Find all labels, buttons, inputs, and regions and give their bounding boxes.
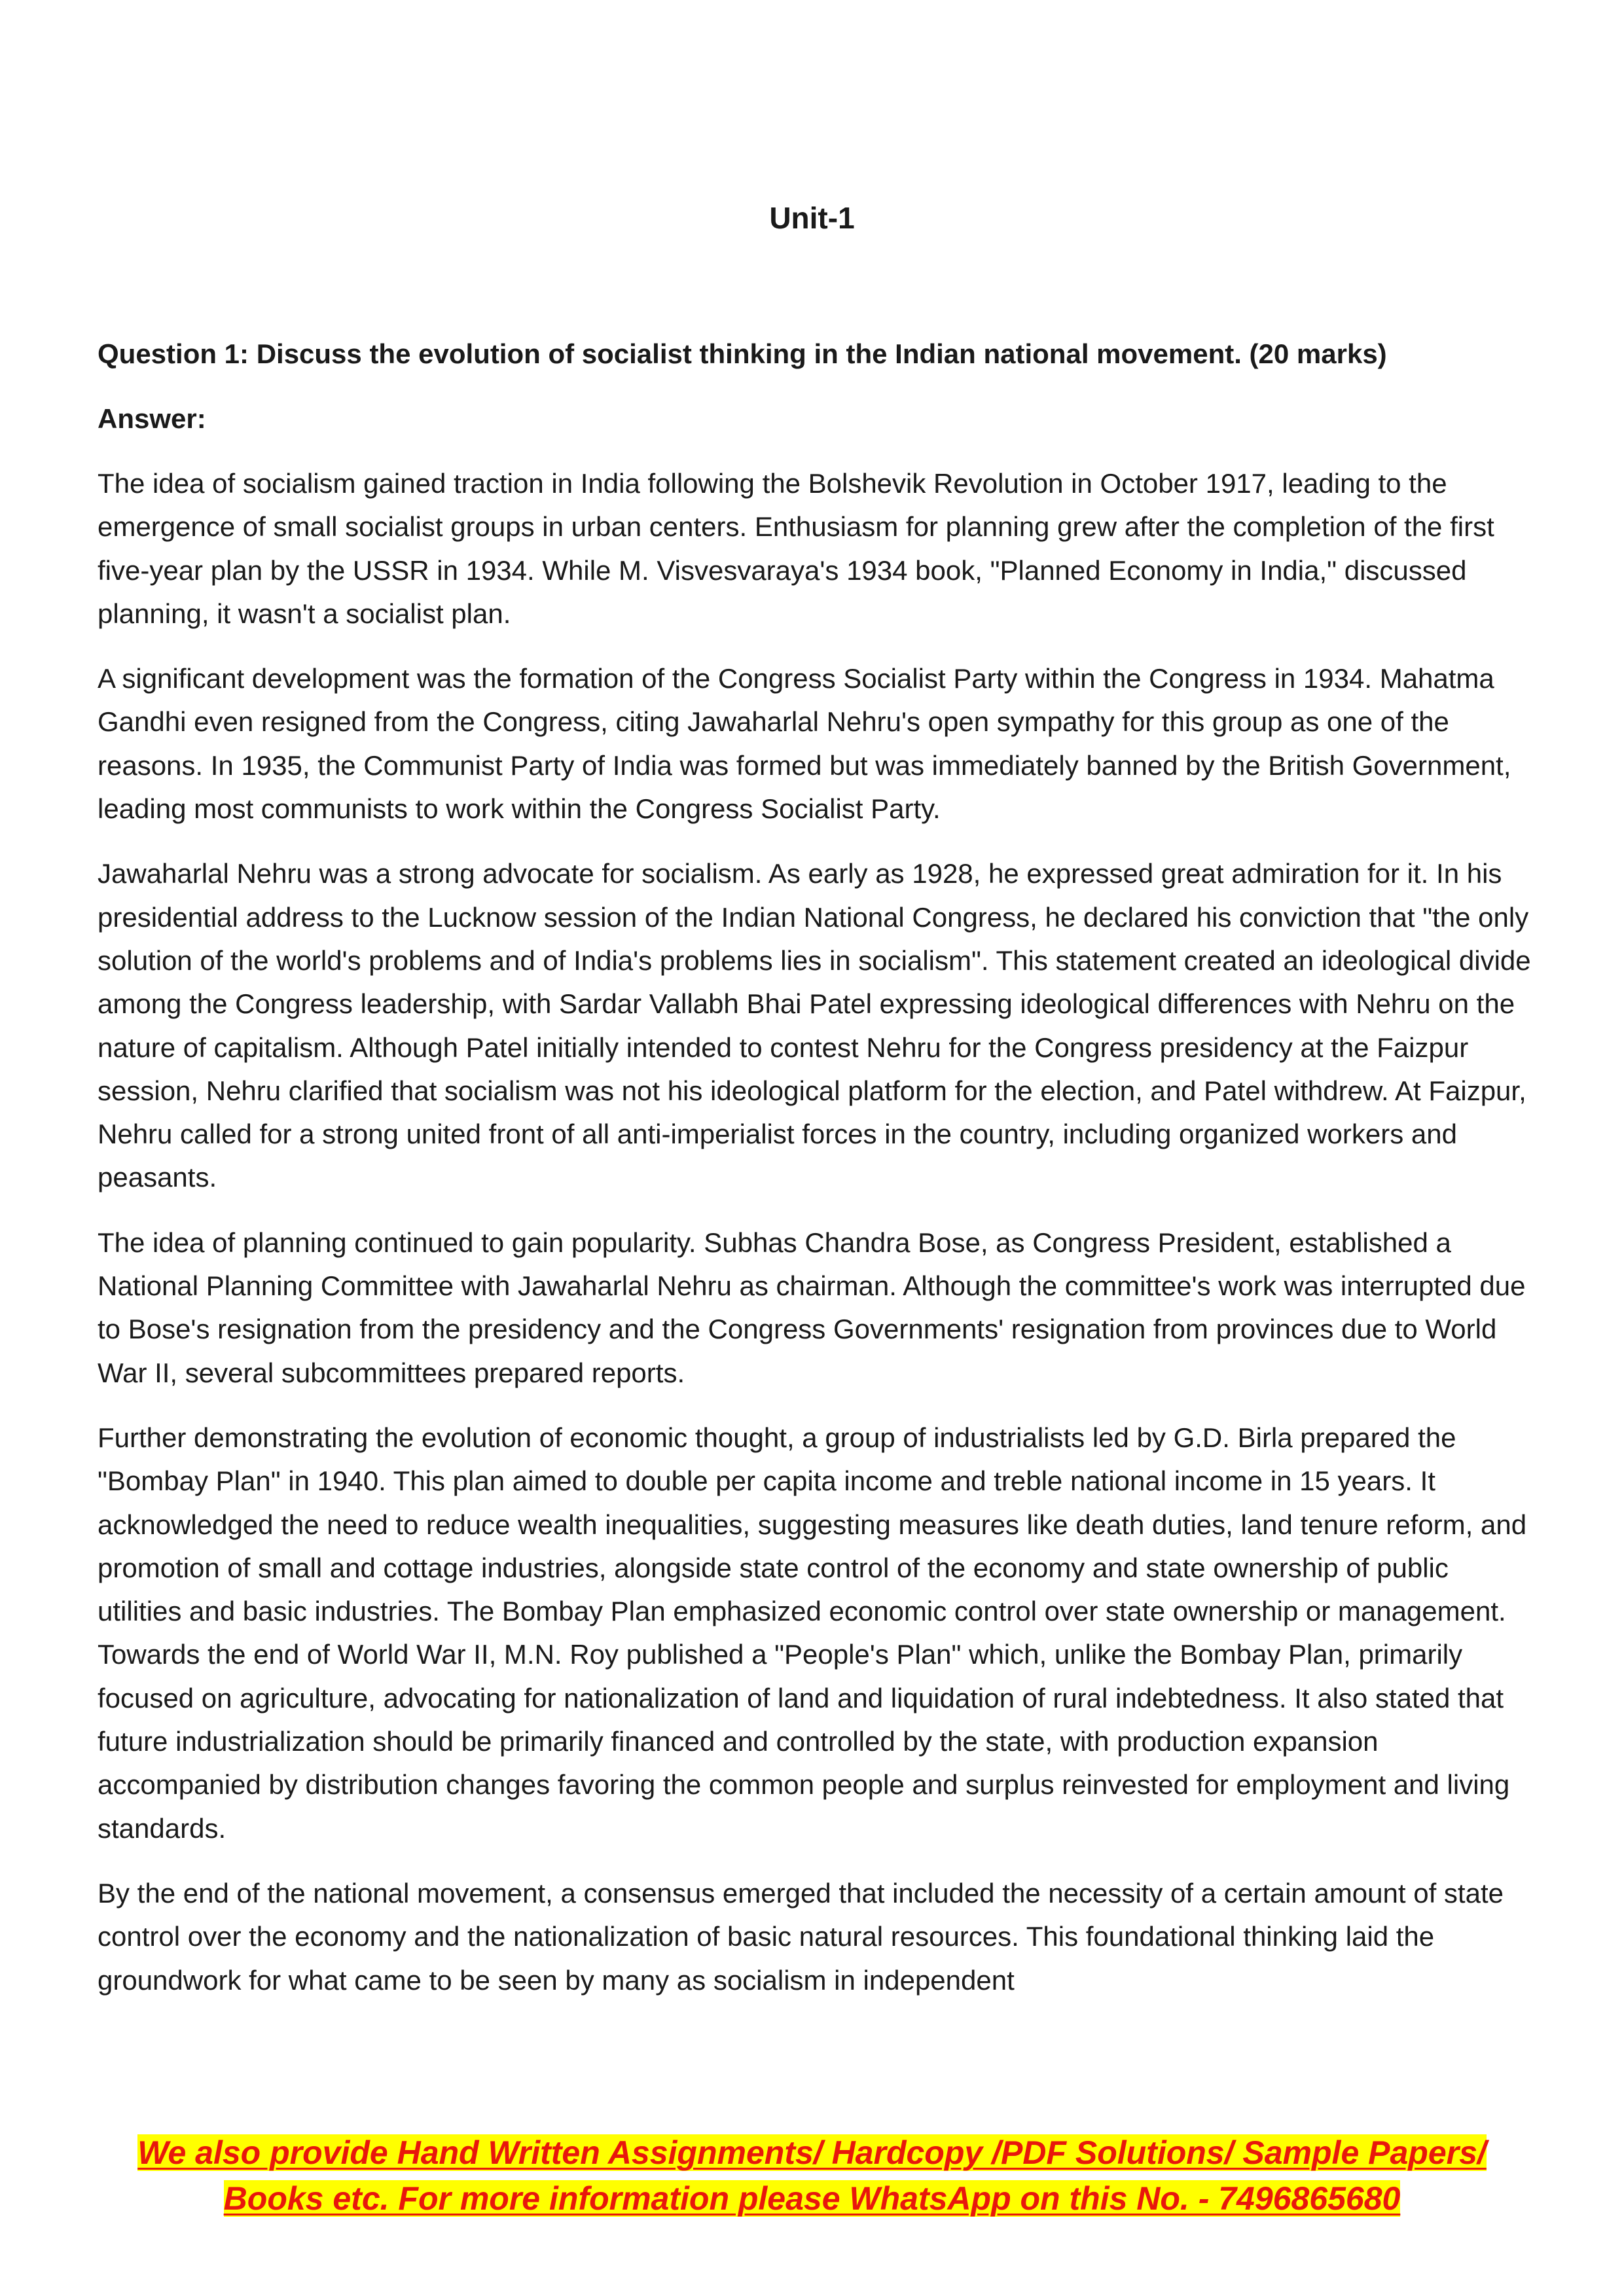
- paragraph-1: The idea of socialism gained traction in India following the Bolshevik Revolution in October 1917, leading to the emergence of small socialist groups in urban centers. Enthusiasm for planning grew after the completion of the first five-year plan by the USSR in 1934. While M. Visvesvaraya's 1934 book, "Planned Economy in India," discussed planning, it wasn't a socialist plan.: [98, 468, 1494, 629]
- paragraph-5: Further demonstrating the evolution of economic thought, a group of industrialists led by G.D. Birla prepared the "Bombay Plan" in 1940. This plan aimed to double per capita income and treble national income in 15 years. It acknowledged the need to reduce wealth inequalities, suggesting measures like death duties, land tenure reform, and promotion of small and cottage industries, alongside state control of the economy and state ownership of public utilities and basic industries. The Bombay Plan emphasized economic control over state ownership or management. Towards the end of World War II, M.N. Roy published a "People's Plan" which, unlike the Bombay Plan, primarily focused on agriculture, advocating for nationalization of land and liquidation of rural indebtedness. It also stated that future industrialization should be primarily financed and controlled by the state, with production expansion accompanied by distribution changes favoring the common people and surplus reinvested for employment and living standards.: [98, 1422, 1527, 1844]
- paragraph-2: A significant development was the formation of the Congress Socialist Party within the Congress in 1934. Mahatma Gandhi even resigned from the Congress, citing Jawaharlal Nehru's open sympathy for this group as one of the reasons. In 1935, the Communist Party of India was formed but was immediately banned by the British Government, leading most communists to work within the Congress Socialist Party.: [98, 663, 1511, 825]
- document-body: [98, 332, 1538, 2024]
- unit-title: Unit-1: [769, 201, 855, 235]
- paragraph-6: By the end of the national movement, a consensus emerged that included the necessity of a certain amount of state control over the economy and the nationalization of basic natural resources. This foundational thinking laid the groundwork for what came to be seen by many as socialism in independent: [98, 1877, 1504, 1996]
- answer-label: Answer:: [98, 403, 206, 434]
- paragraph-3: Jawaharlal Nehru was a strong advocate for socialism. As early as 1928, he expressed great admiration for it. In his presidential address to the Lucknow session of the Indian National Congress, he declared his conviction that "the only solution of the world's problems and of India's problems lies in socialism". This statement created an ideological divide among the Congress leadership, with Sardar Vallabh Bhai Patel expressing ideological differences with Nehru on the nature of capitalism. Although Patel initially intended to contest Nehru for the Congress presidency at the Faizpur session, Nehru clarified that socialism was not his ideological platform for the election, and Patel withdrew. At Faizpur, Nehru called for a strong united front of all anti-imperialist forces in the country, including organized workers and peasants.: [98, 858, 1531, 1193]
- promo-footer-line-2: Books etc. For more information please WhatsApp on this No. - 7496865680: [223, 2180, 1401, 2217]
- promo-footer: [98, 2130, 1526, 2221]
- question-heading: Question 1: Discuss the evolution of socialist thinking in the Indian national movement. (20 marks): [98, 338, 1387, 369]
- paragraph-4: The idea of planning continued to gain popularity. Subhas Chandra Bose, as Congress President, established a National Planning Committee with Jawaharlal Nehru as chairman. Although the committee's work was interrupted due to Bose's resignation from the presidency and the Congress Governments' resignation from provinces due to World War II, several subcommittees prepared reports.: [98, 1227, 1526, 1388]
- promo-footer-line-1: We also provide Hand Written Assignments/ Hardcopy /PDF Solutions/ Sample Papers/: [137, 2134, 1487, 2171]
